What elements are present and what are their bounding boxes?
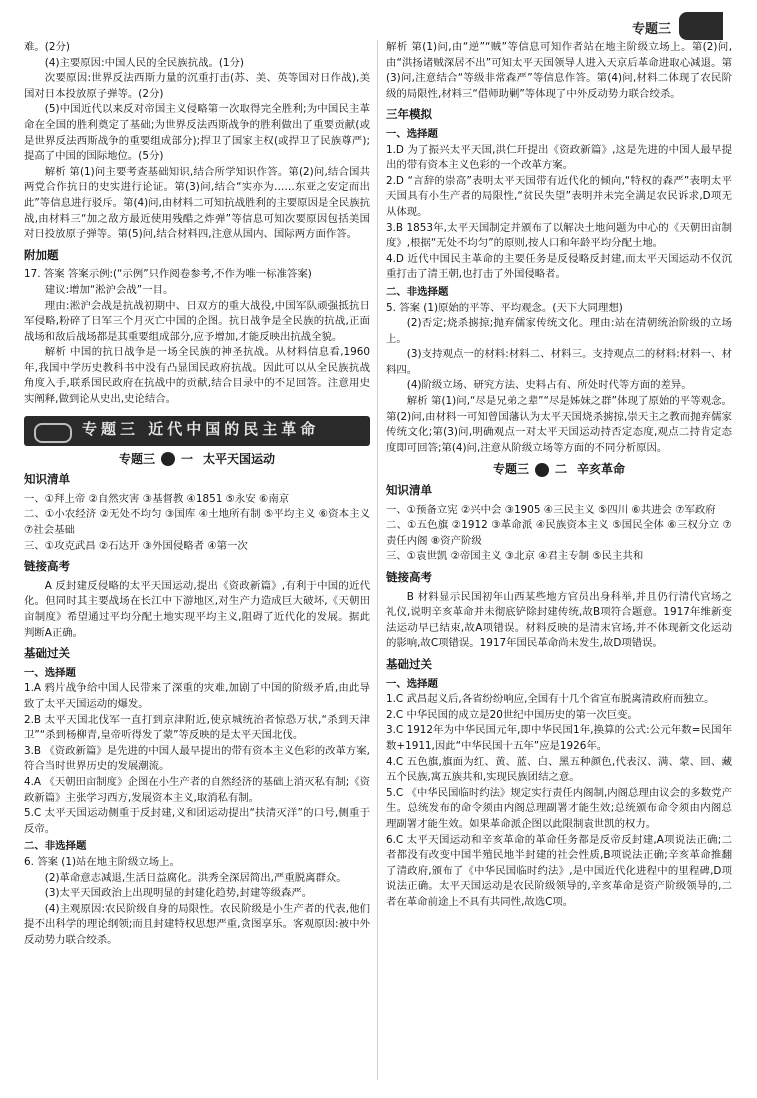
chapter-banner [24, 416, 370, 446]
list-item: 2.D “言辞的崇高”表明太平天国带有近代化的倾向,“特权的森严”表明太平天国具有小生产者的局限性,“贫民失望”表明并未完全满足农民诉求,D项无从体现。 [386, 174, 732, 218]
text-line: (2)否定;烧杀掳掠;抛弃儒家传统文化。理由:站在清朝统治阶级的立场上。 [386, 317, 732, 345]
list-item: 二、①五色旗 ②1912 ③革命派 ④民族资本主义 ⑤国民全体 ⑥三权分立 ⑦责任内阁 ⑧资产阶级 [386, 519, 732, 547]
text-line: 难。(2分) [24, 41, 70, 53]
list-item: 1.C 武昌起义后,各省纷纷响应,全国有十几个省宣布脱离清政府而独立。 [386, 693, 715, 706]
list-item: 3.B 《资政新篇》是先进的中国人最早提出的带有资本主义色彩的改革方案,符合当时世界历史的发展潮流。 [24, 744, 370, 773]
text-line: (2)革命意志减退,生活日益腐化。洪秀全深居简出,严重脱离群众。 [44, 871, 347, 884]
section-title-fujia: 附加题 [24, 247, 59, 262]
answer-paragraph: 6. 答案 (1)站在地主阶级立场上。 [24, 855, 180, 868]
section-title-jichu: 基础过关 [24, 646, 70, 661]
analysis-paragraph: 解析 中国的抗日战争是一场全民族的神圣抗战。从材料信息看,1960年,我国中学历史教科书中没有凸显国民政府抗战。因此可以从全民族抗战角度入手,联系国民政府在抗战中的贡献,结合目录中的不足回答。注意用史实阐释,做到论从史出,史论结合。 [24, 346, 370, 406]
answer-paragraph: 5. 答案 (1)原始的平等、平均观念。(天下大同理想) [386, 301, 623, 314]
analysis-paragraph: 解析 第(1)问,“尽是兄弟之辈”“尽是姊妹之群”体现了原始的平等观念。第(2)问,由材料一可知曾国藩认为太平天国烧杀掳掠,崇天主之教而抛弃儒家传统文化;第(3)问,明确观点一对太平天国运动持否定态度,观点二持肯定态度即可回答;第(4)问,注意从阶级立场等方面的不同分析原因。 [386, 395, 732, 454]
topic-title: 太平天国运动 [203, 451, 276, 466]
list-item: 2.B 太平天国北伐军一直打到京津附近,使京城统治者惊恐万状,“杀到天津卫”“杀到杨柳青,皇帝听得发了蒙”等反映的是太平天国北伐。 [24, 713, 370, 742]
section-title-zhishi: 知识清单 [24, 472, 70, 487]
list-item: 6.C 太平天国运动和辛亥革命的革命任务都是反帝反封建,A项说法正确;二者都没有改变中国半殖民地半封建的社会性质,B项说法正确;辛亥革命推翻了清政府,颁布了《中华民国临时约法》,是中国近代化进程中的里程碑,D项说法正确。太平天国运动是农民阶级领导的,辛亥革命是资产阶级领导的,二者在革命前途上不具有共同性,故选C项。 [386, 833, 732, 908]
text-line: 次要原因:世界反法西斯力量的沉重打击(苏、美、英等国对日作战),美国对日本投放原子弹等。(2分) [24, 72, 370, 100]
right-column [386, 40, 732, 910]
topic-title: 辛亥革命 [577, 462, 626, 477]
text-line: 建议:增加“淞沪会战”一目。 [44, 283, 174, 296]
topic-bullet-icon [161, 452, 175, 466]
text-line: A 反封建反侵略的太平天国运动,提出《资政新篇》,有利于中国的近代化。但同时其主要战场在长江中下游地区,对生产力造成巨大破坏,《天朝田亩制度》希望通过平均分配土地实现平均主义,阻碍了近代化的发展。据此判断A正确。 [24, 579, 370, 639]
list-item: 1.D 为了振兴太平天国,洪仁玕提出《资政新篇》,这是先进的中国人最早提出的带有资本主义色彩的一个改革方案。 [386, 143, 732, 172]
banner-decoration [34, 423, 72, 443]
column-divider [377, 40, 378, 1080]
knowledge-list [24, 492, 370, 554]
list-item: 一、①拜上帝 ②自然灾害 ③基督教 ④1851 ⑤永安 ⑥南京 [24, 492, 290, 505]
subsection-title: 一、选择题 [386, 677, 438, 690]
text-line: (3)太平天国政治上出现明显的封建化趋势,封建等级森严。 [44, 887, 313, 900]
text-line: (4)阶级立场、研究方法、史料占有、所处时代等方面的差异。 [406, 379, 692, 392]
section-title-sannian: 三年模拟 [386, 107, 432, 122]
list-item: 1.A 鸦片战争给中国人民带来了深重的灾难,加剧了中国的阶级矛盾,由此导致了太平天国运动的爆发。 [24, 682, 370, 710]
topic-prefix: 专题三 [492, 462, 529, 477]
text-line: (4)主要原因:中国人民的全民族抗战。(1分) [44, 56, 244, 69]
section-title-jichu: 基础过关 [386, 656, 432, 671]
text-line: (4)主观原因:农民阶级自身的局限性。农民阶级是小生产者的代表,他们提不出科学的理论纲领;而且封建特权思想严重,贪图享乐。客观原因:被中外反动势力联合绞杀。 [24, 902, 370, 946]
topic-number: 二 [554, 462, 567, 477]
list-item: 二、①小农经济 ②无处不均匀 ③国库 ④土地所有制 ⑤平均主义 ⑥资本主义 ⑦社会基础 [24, 508, 370, 537]
text-line: (3)支持观点一的材料:材料二、材料三。支持观点二的材料:材料一、材料四。 [386, 348, 732, 376]
section-title-lianjie: 链接高考 [24, 559, 70, 574]
section-label: 专题三 [631, 22, 671, 37]
banner-title: 专题三 近代中国的民主革命 [82, 419, 320, 438]
text-line: (5)中国近代以来反对帝国主义侵略第一次取得完全胜利;为中国民主革命在全国的胜利奠定了基础;为世界反法西斯战争的胜利做出了重要贡献(或是世界反法西斯战争的重要组成部分);捍卫了国家主权(或捍卫了民族尊严);提高了中国的国际地位。(5分) [24, 103, 370, 163]
list-item: 2.C 中华民国的成立是20世纪中国历史的第一次巨变。 [386, 708, 638, 721]
analysis-paragraph: 解析 第(1)问主要考查基础知识,结合所学知识作答。第(2)问,结合国共两党合作抗日的史实进行论证。第(3)问,结合“实亦为……东亚之安定而出此”等信息进行驳斥。第(4)问,由材料二可知抗战胜利的主要原因是全民族抗战,由材料三“加之敌方最近使用残酷之炸弹”等信息可知次要原因包括美国对日投放原子弹等。第(5)问,结合材料四,注意从国内、国际两方面作答。 [24, 165, 370, 241]
text-line: 理由:淞沪会战是抗战初期中、日双方的重大战役,中国军队顽强抵抗日军侵略,粉碎了日军三个月灭亡中国的企图。抗日战争是全民族的抗战,正面战场和敌后战场都是其重要组成部分,应予增加,才能反映出抗战全貌。 [24, 299, 370, 343]
topic-number: 一 [180, 451, 193, 466]
answer-paragraph: 17. 答案 答案示例:(“示例”只作阅卷参考,不作为唯一标准答案) [24, 268, 312, 281]
subsection-title: 二、非选择题 [386, 285, 449, 298]
header-tab-decoration [679, 12, 723, 40]
list-item: 三、①袁世凯 ②帝国主义 ③北京 ④君主专制 ⑤民主共和 [386, 550, 644, 563]
topic-bullet-icon [535, 463, 549, 477]
list-item: 3.C 1912年为中华民国元年,即中华民国1年,换算的公式:公元年数=民国年数+1911,因此“中华民国十五年”应是1926年。 [386, 724, 732, 752]
list-item: 4.D 近代中国民主革命的主要任务是反侵略反封建,而太平天国运动不仅沉重打击了清王朝,也打击了外国侵略者。 [386, 252, 732, 281]
page-header [523, 10, 723, 42]
subsection-title: 一、选择题 [24, 666, 76, 679]
list-item: 5.C 《中华民国临时约法》规定实行责任内阁制,内阁总理由议会的多数党产生。总统发布的命令须由内阁总理副署才能生效;总统颁布命令须由内阁总理副署才能生效。如果革命派企图以此限制袁世凯的权力。 [386, 786, 732, 830]
list-item: 一、①预备立宪 ②兴中会 ③1905 ④三民主义 ⑤四川 ⑥共进会 ⑦军政府 [386, 503, 716, 516]
left-column [24, 40, 370, 948]
topic-prefix: 专题三 [118, 451, 155, 466]
section-title-zhishi: 知识清单 [386, 483, 432, 498]
text-line: B 材料显示民国初年山西某些地方官员出身科举,并且仍行清代官场之礼仪,说明辛亥革命并未彻底铲除封建传统,故B项符合题意。1917年维新变法运动早已结束,故A项错误。材料反映的是清末官场,并不体现新文化运动的影响,故C项错误。1917年国民革命尚未发生,故D项错误。 [386, 590, 732, 650]
analysis-paragraph: 解析 第(1)问,由“逆”“贼”等信息可知作者站在地主阶级立场上。第(2)问,由“洪扬诸贼深居不出”可知太平天国领导人进入天京后革命进取心减退。第(3)问,注意结合“等级非常森严”等信息作答。第(4)问,材料二体现了农民阶级的局限性,材料三“借师助剿”等体现了中外反动势力联合绞杀。 [386, 41, 732, 100]
list-item: 4.C 五色旗,旗面为红、黄、蓝、白、黑五种颜色,代表汉、满、蒙、回、藏五个民族,寓五族共和,实现民族团结之意。 [386, 755, 732, 784]
list-item: 5.C 太平天国运动侧重于反封建,义和团运动提出“扶清灭洋”的口号,侧重于反帝。 [24, 807, 370, 835]
knowledge-list [386, 503, 732, 565]
subsection-title: 一、选择题 [386, 127, 438, 140]
list-item: 4.A 《天朝田亩制度》企图在小生产者的自然经济的基础上消灭私有制;《资政新篇》主张学习西方,发展资本主义,取消私有制。 [24, 775, 370, 804]
subsection-title: 二、非选择题 [24, 840, 87, 853]
list-item: 三、①攻克武昌 ②石达开 ③外国侵略者 ④第一次 [24, 539, 248, 552]
topic-heading [386, 462, 732, 478]
section-title-lianjie: 链接高考 [386, 570, 432, 584]
topic-heading [24, 452, 370, 468]
list-item: 3.B 1853年,太平天国制定并颁布了以解决土地问题为中心的《天朝田亩制度》,根据“无处不均匀”的原则,按人口和年龄平均分配土地。 [386, 221, 732, 250]
